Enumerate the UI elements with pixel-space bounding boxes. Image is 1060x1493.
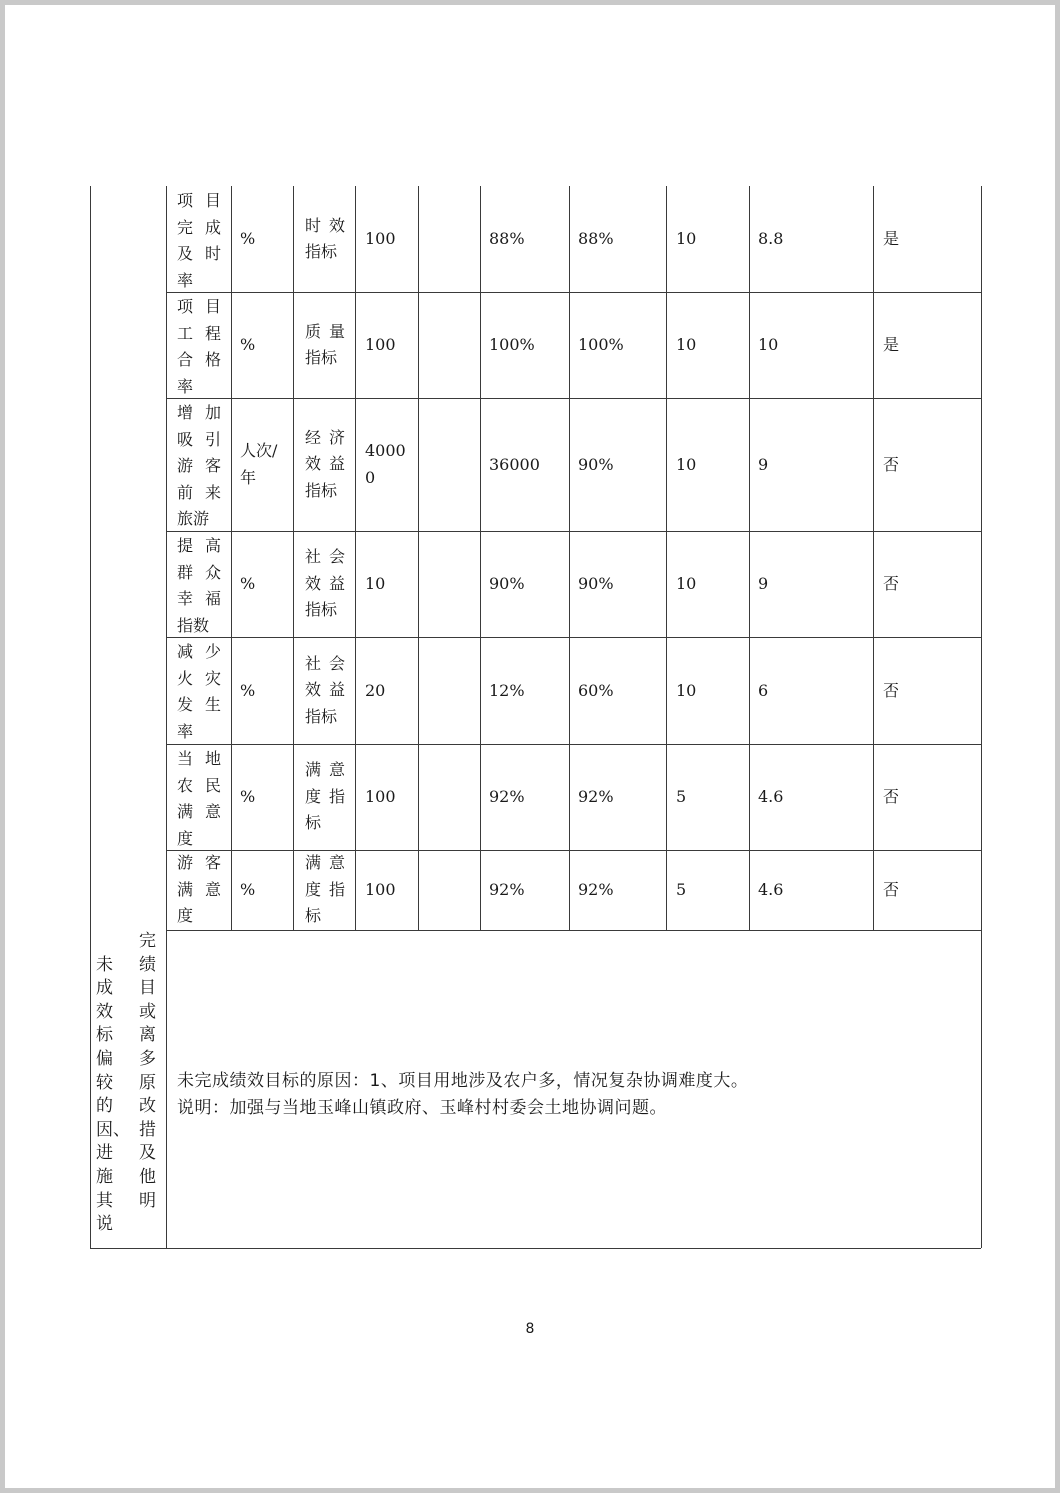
- unit: %: [240, 787, 256, 806]
- target-value: 100: [365, 229, 396, 248]
- indicator-name: 当 地 农 民 满 意 度: [177, 749, 221, 848]
- indicator-type: 满 意 度 指 标: [305, 853, 345, 926]
- table-right-border: [981, 186, 982, 1248]
- weight: 10: [676, 574, 697, 593]
- table-row-border: [166, 292, 981, 293]
- indicator-type: 满 意 度 指 标: [305, 760, 345, 833]
- score: 6: [758, 680, 769, 700]
- footer-measure-text: 说明：加强与当地玉峰山镇政府、玉峰村村委会土地协调问题。: [177, 1098, 667, 1118]
- document-page: [5, 5, 1055, 1488]
- table-row-border: [166, 850, 981, 851]
- weight: 10: [676, 229, 697, 248]
- table-row-border: [166, 637, 981, 638]
- target-value: 100: [365, 787, 396, 806]
- score: 8.8: [758, 229, 784, 248]
- table-row-border: [166, 398, 981, 399]
- unit: %: [240, 335, 256, 354]
- unit: 人次/ 年: [240, 441, 278, 487]
- table-col-border: [873, 186, 874, 930]
- actual-value: 90%: [489, 574, 525, 593]
- indicator-name: 游 客 满 意 度: [177, 853, 221, 926]
- score: 10: [758, 335, 779, 354]
- unit: %: [240, 680, 256, 700]
- target-value: 100: [365, 335, 396, 354]
- weight: 5: [676, 880, 687, 899]
- table-col-border: [418, 186, 419, 930]
- completion-rate: 60%: [578, 680, 614, 700]
- target-value: 4000 0: [365, 441, 406, 487]
- indicator-name: 项 目 完 成 及 时 率: [177, 191, 221, 290]
- indicator-type: 时 效 指标: [305, 215, 345, 261]
- table-col-border: [166, 186, 167, 1248]
- indicator-name: 减 少 火 灾 发 生 率: [177, 642, 221, 741]
- score: 9: [758, 574, 769, 593]
- completion-rate: 88%: [578, 229, 614, 248]
- table-col-border: [231, 186, 232, 930]
- deviation-flag: 否: [883, 787, 900, 806]
- target-value: 10: [365, 574, 386, 593]
- completion-rate: 90%: [578, 454, 614, 474]
- deviation-flag: 否: [883, 880, 900, 899]
- table-col-border: [480, 186, 481, 930]
- deviation-flag: 否: [883, 680, 900, 700]
- indicator-type: 经 济 效 益 指标: [305, 427, 345, 500]
- table-row-border: [166, 930, 981, 931]
- actual-value: 92%: [489, 787, 525, 806]
- deviation-flag: 否: [883, 574, 900, 593]
- actual-value: 36000: [489, 454, 540, 474]
- footer-reason-label: 完 未 绩 成 目 效 或 标 离 偏 多 较 原 的 改 因、 措 进 及 施 他 其 明 说: [96, 931, 156, 1235]
- indicator-type: 社 会 效 益 指标: [305, 653, 345, 726]
- table-row-border: [166, 744, 981, 745]
- indicator-name: 增 加 吸 引 游 客 前 来 旅游: [177, 403, 221, 528]
- target-value: 20: [365, 680, 386, 700]
- score: 4.6: [758, 880, 784, 899]
- completion-rate: 92%: [578, 787, 614, 806]
- page-number: 8: [525, 1321, 535, 1337]
- table-col-border: [749, 186, 750, 930]
- table-bottom-border: [90, 1248, 981, 1249]
- score: 4.6: [758, 787, 784, 806]
- target-value: 100: [365, 880, 396, 899]
- actual-value: 88%: [489, 229, 525, 248]
- score: 9: [758, 454, 769, 474]
- indicator-type: 社 会 效 益 指标: [305, 547, 345, 620]
- unit: %: [240, 229, 256, 248]
- weight: 10: [676, 680, 697, 700]
- weight: 10: [676, 454, 697, 474]
- unit: %: [240, 880, 256, 899]
- table-col-border: [666, 186, 667, 930]
- completion-rate: 90%: [578, 574, 614, 593]
- deviation-flag: 是: [883, 229, 900, 248]
- actual-value: 100%: [489, 335, 535, 354]
- unit: %: [240, 574, 256, 593]
- footer-reason-text: 未完成绩效目标的原因：1、项目用地涉及农户多，情况复杂协调难度大。: [177, 1071, 749, 1091]
- table-row-border: [166, 531, 981, 532]
- deviation-flag: 是: [883, 335, 900, 354]
- indicator-name: 提 高 群 众 幸 福 指数: [177, 536, 221, 635]
- indicator-type: 质 量 指标: [305, 321, 345, 367]
- actual-value: 92%: [489, 880, 525, 899]
- table-col-border: [293, 186, 294, 930]
- completion-rate: 92%: [578, 880, 614, 899]
- actual-value: 12%: [489, 680, 525, 700]
- weight: 10: [676, 335, 697, 354]
- indicator-name: 项 目 工 程 合 格 率: [177, 297, 221, 396]
- completion-rate: 100%: [578, 335, 624, 354]
- deviation-flag: 否: [883, 454, 900, 474]
- table-col-border: [569, 186, 570, 930]
- weight: 5: [676, 787, 687, 806]
- table-col-border: [355, 186, 356, 930]
